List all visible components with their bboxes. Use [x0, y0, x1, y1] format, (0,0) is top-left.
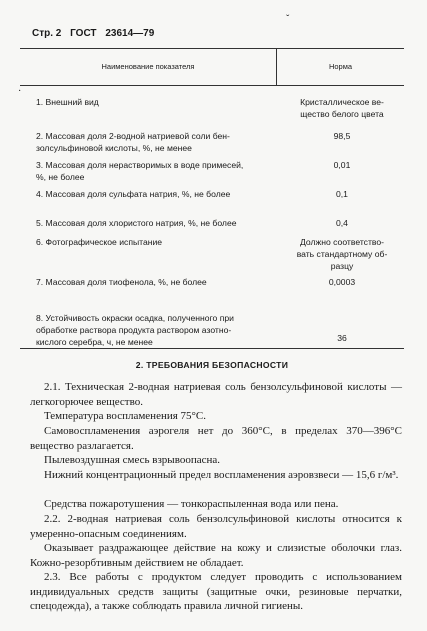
table-row-norm: 36 — [337, 333, 347, 343]
paragraph: 2.1. Техническая 2-водная натриевая соль бензолсульфиновой кислоты — легкогорючее вещество. — [30, 381, 402, 408]
section-title: 2. ТРЕБОВАНИЯ БЕЗОПАСНОСТИ — [135, 360, 289, 370]
table-row-norm: 98,5 — [333, 131, 351, 141]
paragraph: Нижний концентрационный предел воспламенения аэровзвеси — 15,6 г/м³. — [44, 469, 399, 481]
table-row-norm: Должно соответство- вать стандартному об- разцу — [296, 237, 388, 271]
paragraph: 2.2. 2-водная натриевая соль бензолсульфиновой кислоты относится к умеренно-опасным соединениям. — [30, 513, 402, 540]
table-row-norm: 0,1 — [336, 189, 348, 199]
column-header-name: Наименование показателя — [101, 62, 195, 71]
table-header-rule — [20, 85, 404, 86]
standard-number: 23614—79 — [105, 28, 155, 39]
speck: ˇ — [286, 14, 290, 25]
running-header — [32, 28, 160, 39]
table-bottom-rule — [20, 348, 404, 349]
table-row-name: 7. Массовая доля тиофенола, %, не более — [36, 277, 207, 287]
table-row-name: 5. Массовая доля хлористого натрия, %, не более — [36, 218, 237, 228]
standard-label: ГОСТ — [70, 28, 97, 39]
table-row-norm: 0,0003 — [328, 277, 356, 287]
table-row-norm: Кристаллическое ве- щество белого цвета — [300, 97, 384, 119]
paragraph: Самовоспламенения аэрогеля нет до 360°С, в пределах 370—396°С вещество разлагается. — [30, 425, 402, 452]
table-row-name: 3. Массовая доля нерастворимых в воде примесей, %, не более — [36, 160, 244, 182]
paragraph: Оказывает раздражающее действие на кожу и слизистые оболочки глаз. Кожно-резорбтивным действием не обладает. — [30, 542, 402, 569]
table-row-name: 2. Массовая доля 2-водной натриевой соли бен- золсульфиновой кислоты, %, не менее — [36, 131, 230, 153]
column-header-norm: Норма — [328, 62, 353, 71]
paragraph: Температура воспламенения 75°С. — [44, 410, 207, 422]
table-row-name: 8. Устойчивость окраски осадка, полученного при обработке раствора продукта раствором азотно- кислого серебра, ч, не менее — [36, 313, 234, 347]
table-top-rule — [20, 48, 404, 49]
table-row-norm: 0,01 — [333, 160, 351, 170]
paragraph: 2.3. Все работы с продуктом следует проводить с использованием индивидуальных средств защиты (защитные очки, резиновые перчатки, спецодежда), а также соблюдать правила личной гигиены. — [30, 571, 402, 612]
table-row-name: 4. Массовая доля сульфата натрия, %, не более — [36, 189, 231, 199]
table-row-norm: 0,4 — [336, 218, 348, 228]
table-row-name: 6. Фотографическое испытание — [36, 237, 163, 247]
table-row-name: 1. Внешний вид — [36, 97, 99, 107]
paragraph: Средства пожаротушения — тонкораспыленная вода или пена. — [44, 498, 339, 510]
speck: · — [18, 86, 22, 97]
page-number: Стр. 2 — [32, 28, 62, 39]
paragraph: Пылевоздушная смесь взрывоопасна. — [44, 454, 220, 466]
